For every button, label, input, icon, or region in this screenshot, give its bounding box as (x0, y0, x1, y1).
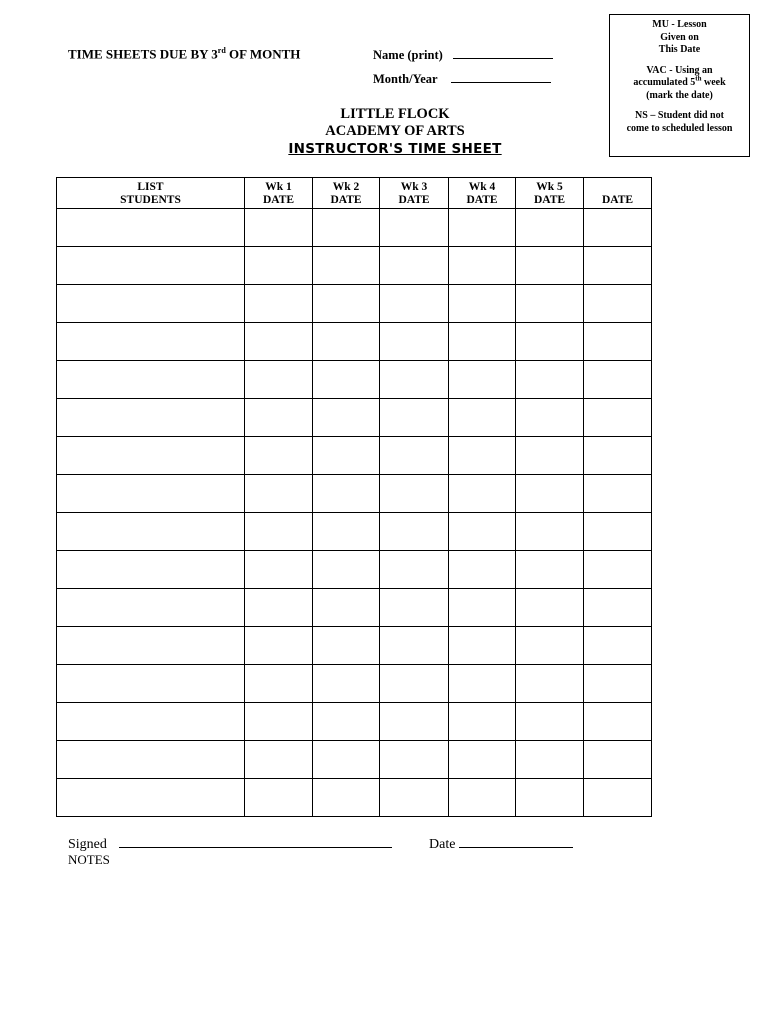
date-cell[interactable] (584, 589, 652, 627)
date-cell[interactable] (313, 665, 380, 703)
month-year-blank[interactable] (451, 71, 551, 83)
student-name-cell[interactable] (57, 741, 245, 779)
date-cell[interactable] (449, 437, 516, 475)
name-field[interactable] (373, 47, 553, 63)
date-cell[interactable] (449, 285, 516, 323)
date-field[interactable] (429, 835, 573, 853)
date-cell[interactable] (516, 361, 584, 399)
date-cell[interactable] (245, 627, 313, 665)
table-row (57, 779, 652, 817)
legend-vac-1: VAC - Using an (646, 64, 713, 76)
date-cell[interactable] (516, 475, 584, 513)
date-cell[interactable] (245, 247, 313, 285)
date-cell[interactable] (245, 475, 313, 513)
date-cell[interactable] (380, 551, 449, 589)
student-name-cell[interactable] (57, 627, 245, 665)
date-cell[interactable] (584, 437, 652, 475)
student-name-cell[interactable] (57, 247, 245, 285)
date-cell[interactable] (245, 399, 313, 437)
table-row (57, 437, 652, 475)
column-header-wk-3: Wk 3 DATE (380, 178, 449, 209)
date-cell[interactable] (584, 209, 652, 247)
date-cell[interactable] (380, 627, 449, 665)
date-cell[interactable] (449, 551, 516, 589)
time-sheet-table (56, 177, 652, 817)
date-cell[interactable] (313, 627, 380, 665)
date-cell[interactable] (449, 323, 516, 361)
date-cell[interactable] (516, 247, 584, 285)
month-year-label: Month/Year (373, 72, 438, 86)
student-name-cell[interactable] (57, 209, 245, 247)
date-label: Date (429, 837, 456, 852)
table-row (57, 285, 652, 323)
date-cell[interactable] (313, 285, 380, 323)
date-cell[interactable] (380, 399, 449, 437)
date-cell[interactable] (313, 209, 380, 247)
date-cell[interactable] (516, 665, 584, 703)
legend-vac-2: accumulated 5th week (633, 74, 726, 88)
date-cell[interactable] (584, 361, 652, 399)
table-row (57, 399, 652, 437)
date-cell[interactable] (380, 247, 449, 285)
date-cell[interactable] (313, 513, 380, 551)
notes-label: NOTES (68, 852, 110, 867)
signed-blank[interactable] (119, 835, 392, 848)
student-name-cell[interactable] (57, 665, 245, 703)
date-cell[interactable] (516, 627, 584, 665)
date-cell[interactable] (313, 399, 380, 437)
date-cell[interactable] (380, 665, 449, 703)
table-row (57, 703, 652, 741)
student-name-cell[interactable] (57, 513, 245, 551)
column-header-wk-2: Wk 2 DATE (313, 178, 380, 209)
signed-field[interactable] (68, 835, 392, 853)
table-row (57, 627, 652, 665)
date-cell[interactable] (313, 437, 380, 475)
table-row (57, 361, 652, 399)
student-name-cell[interactable] (57, 437, 245, 475)
name-blank[interactable] (453, 47, 553, 59)
date-cell[interactable] (449, 589, 516, 627)
legend-mu-3: This Date (658, 44, 701, 55)
date-cell[interactable] (584, 703, 652, 741)
date-cell[interactable] (380, 779, 449, 817)
date-cell[interactable] (449, 741, 516, 779)
title-line-2: ACADEMY OF ARTS (325, 123, 465, 139)
date-cell[interactable] (449, 665, 516, 703)
table-row (57, 741, 652, 779)
date-cell[interactable] (245, 513, 313, 551)
date-cell[interactable] (516, 209, 584, 247)
legend-ns-2: come to scheduled lesson (626, 122, 733, 134)
table-row (57, 475, 652, 513)
date-cell[interactable] (245, 665, 313, 703)
date-cell[interactable] (245, 323, 313, 361)
student-name-cell[interactable] (57, 323, 245, 361)
date-cell[interactable] (245, 551, 313, 589)
date-cell[interactable] (313, 247, 380, 285)
name-label: Name (print) (373, 48, 443, 62)
date-cell[interactable] (313, 323, 380, 361)
legend-vac-3: (mark the date) (646, 89, 713, 101)
column-header-students: LIST STUDENTS (57, 178, 245, 209)
date-cell[interactable] (516, 741, 584, 779)
date-cell[interactable] (245, 361, 313, 399)
table-row (57, 209, 652, 247)
legend-ns-1: NS – Student did not (635, 110, 724, 121)
date-cell[interactable] (245, 285, 313, 323)
date-cell[interactable] (516, 551, 584, 589)
student-name-cell[interactable] (57, 399, 245, 437)
column-header-wk-1: Wk 1 DATE (245, 178, 313, 209)
date-cell[interactable] (313, 779, 380, 817)
date-cell[interactable] (380, 741, 449, 779)
date-cell[interactable] (313, 475, 380, 513)
date-cell[interactable] (313, 741, 380, 779)
table-row (57, 513, 652, 551)
student-name-cell[interactable] (57, 551, 245, 589)
table-row (57, 665, 652, 703)
date-cell[interactable] (380, 589, 449, 627)
date-cell[interactable] (245, 703, 313, 741)
date-cell[interactable] (313, 589, 380, 627)
table-row (57, 247, 652, 285)
date-cell[interactable] (449, 361, 516, 399)
date-cell[interactable] (584, 323, 652, 361)
date-cell[interactable] (516, 323, 584, 361)
date-cell[interactable] (380, 475, 449, 513)
date-cell[interactable] (245, 779, 313, 817)
date-cell[interactable] (449, 399, 516, 437)
student-name-cell[interactable] (57, 475, 245, 513)
date-blank[interactable] (459, 835, 573, 848)
date-cell[interactable] (245, 589, 313, 627)
date-cell[interactable] (516, 513, 584, 551)
student-name-cell[interactable] (57, 285, 245, 323)
column-header-wk-5: Wk 5 DATE (516, 178, 584, 209)
date-cell[interactable] (245, 437, 313, 475)
date-cell[interactable] (380, 513, 449, 551)
date-cell[interactable] (449, 513, 516, 551)
date-cell[interactable] (584, 627, 652, 665)
date-cell[interactable] (449, 779, 516, 817)
date-cell[interactable] (584, 665, 652, 703)
column-header-wk-4: Wk 4 DATE (449, 178, 516, 209)
date-cell[interactable] (584, 741, 652, 779)
table-header-row (57, 178, 652, 209)
table-row (57, 551, 652, 589)
date-cell[interactable] (380, 361, 449, 399)
date-cell[interactable] (516, 703, 584, 741)
date-cell[interactable] (516, 437, 584, 475)
student-name-cell[interactable] (57, 703, 245, 741)
date-cell[interactable] (380, 285, 449, 323)
legend-mu-1: MU - Lesson (652, 19, 707, 30)
date-cell[interactable] (516, 589, 584, 627)
table-row (57, 323, 652, 361)
date-cell[interactable] (449, 209, 516, 247)
month-year-field[interactable] (373, 71, 551, 87)
date-cell[interactable] (584, 513, 652, 551)
date-cell[interactable] (584, 779, 652, 817)
date-cell[interactable] (516, 779, 584, 817)
date-cell[interactable] (245, 209, 313, 247)
date-cell[interactable] (380, 703, 449, 741)
date-cell[interactable] (380, 437, 449, 475)
student-name-cell[interactable] (57, 361, 245, 399)
legend-mu-2: Given on (660, 31, 699, 43)
student-name-cell[interactable] (57, 589, 245, 627)
date-cell[interactable] (516, 285, 584, 323)
due-notice: TIME SHEETS DUE BY 3rd OF MONTH (68, 46, 301, 62)
date-cell[interactable] (449, 475, 516, 513)
date-cell[interactable] (584, 399, 652, 437)
date-cell[interactable] (449, 703, 516, 741)
title-line-1: LITTLE FLOCK (340, 106, 450, 122)
date-cell[interactable] (584, 285, 652, 323)
table-row (57, 589, 652, 627)
date-cell[interactable] (313, 361, 380, 399)
date-cell[interactable] (584, 475, 652, 513)
date-cell[interactable] (449, 247, 516, 285)
date-cell[interactable] (245, 741, 313, 779)
signed-label: Signed (68, 837, 107, 852)
date-cell[interactable] (380, 323, 449, 361)
date-cell[interactable] (584, 247, 652, 285)
date-cell[interactable] (584, 551, 652, 589)
title-line-3: INSTRUCTOR'S TIME SHEET (288, 141, 502, 157)
date-cell[interactable] (449, 627, 516, 665)
student-name-cell[interactable] (57, 779, 245, 817)
date-cell[interactable] (380, 209, 449, 247)
date-cell[interactable] (313, 551, 380, 589)
date-cell[interactable] (516, 399, 584, 437)
column-header-date: DATE (584, 178, 652, 209)
date-cell[interactable] (313, 703, 380, 741)
